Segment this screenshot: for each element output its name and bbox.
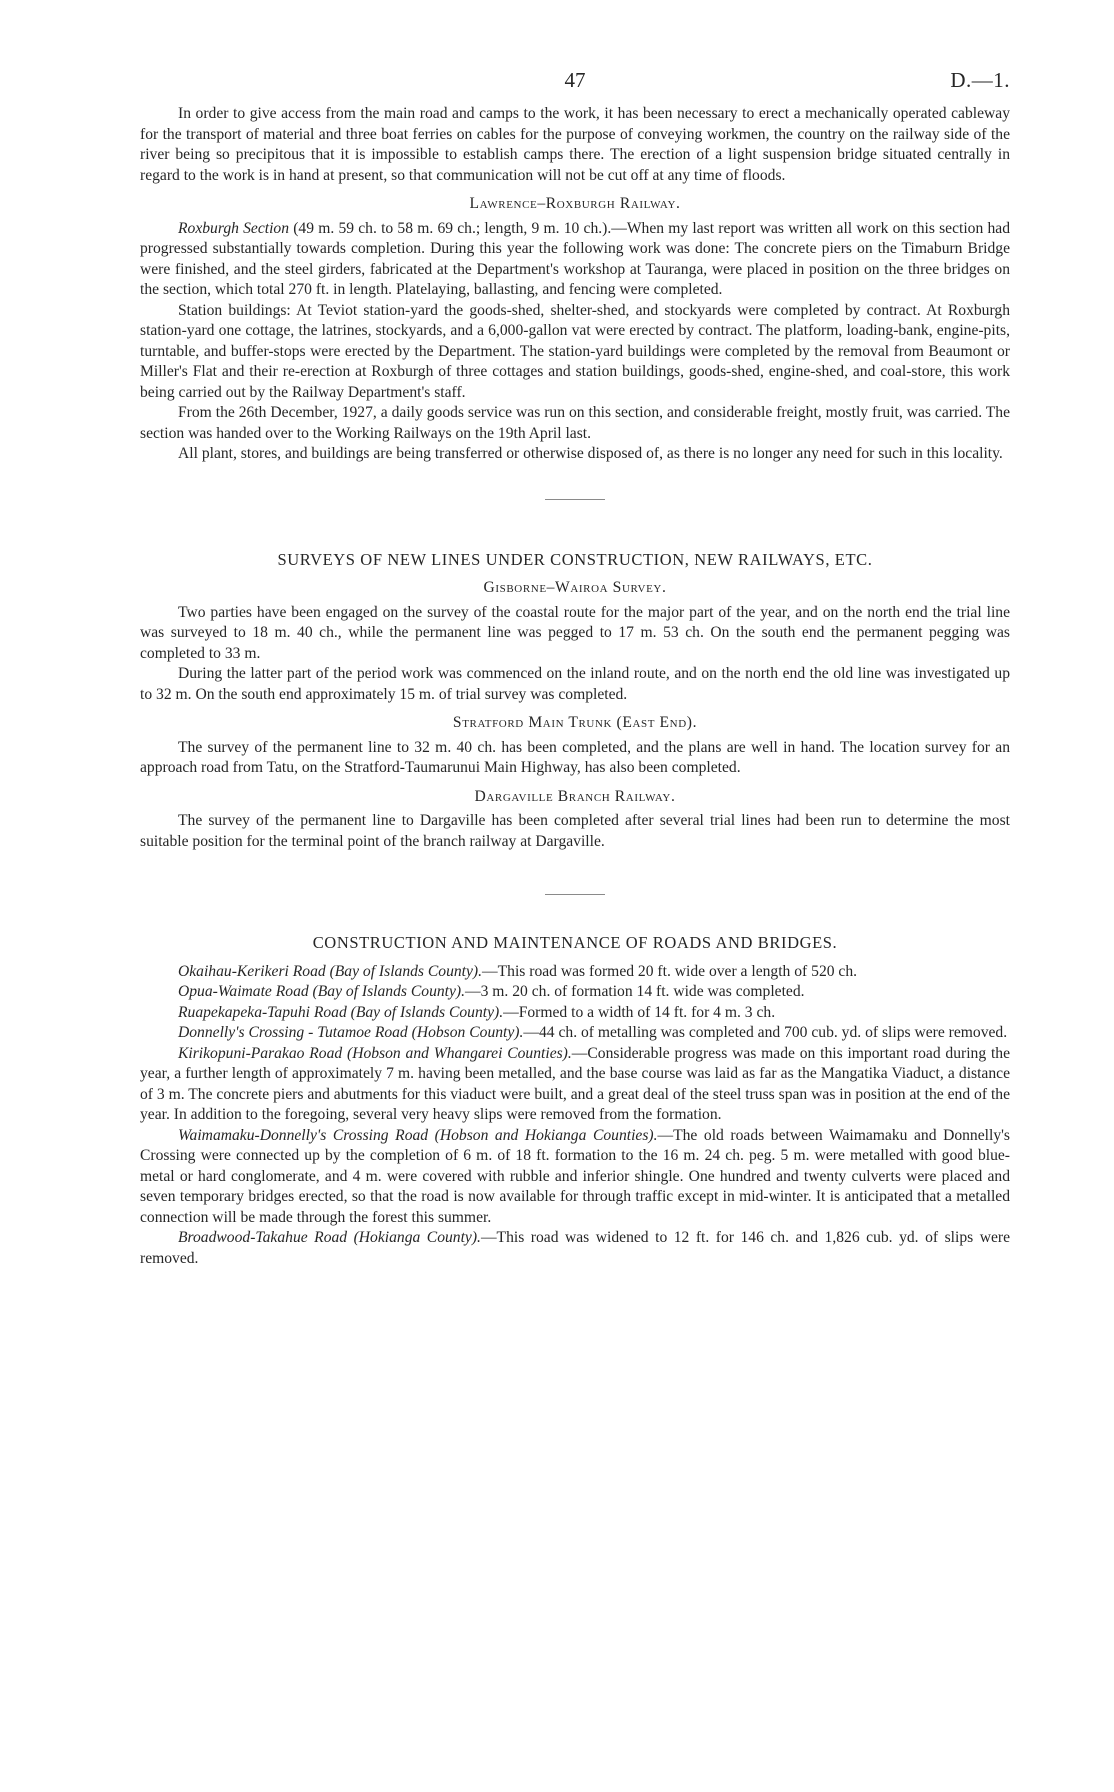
road-text: —Considerable progress was made on this important road during the year, a further length of approximately 7 m. having been metalled, and the base course was laid as far as the Mangatika Viaduct, a distance of 3 m. The concrete piers and abutments for this viaduct were built, and a great deal of the steel truss span was in position at the end of the year. In addition to the foregoing, several very heavy slips were removed from the formation.	[140, 1044, 1010, 1123]
gisborne-paragraph-2: During the latter part of the period work was commenced on the inland route, and on the north end the old line was investigated up to 32 m. On the south end approximately 15 m. of trial survey was completed.	[140, 665, 1010, 703]
road-entry	[140, 982, 1010, 1003]
road-text: —3 m. 20 ch. of formation 14 ft. wide was completed.	[465, 983, 805, 1000]
road-title: Broadwood-Takahue Road (Hokianga County).	[178, 1229, 481, 1246]
road-text: —This road was formed 20 ft. wide over a length of 520 ch.	[482, 962, 858, 980]
stratford-paragraph: The survey of the permanent line to 32 m. 40 ch. has been completed, and the plans are well in hand. The location survey for an approach road from Tatu, on the Stratford-Taumarunui Main Highway, has also been completed.	[140, 738, 1010, 776]
station-buildings-paragraph: Station buildings: At Teviot station-yard the goods-shed, shelter-shed, and stockyards were completed by contract. At Roxburgh station-yard one cottage, the latrines, stockyards, and a 6,000-gallon vat were erected by contract. The platform, loading-bank, engine-pits, turntable, and buffer-stops were erected by the Department. The station-yard buildings were completed by the removal from Beaumont or Miller's Flat and their re-erection at Roxburgh of three cottages and station buildings, goods-shed, engine-shed, and coal-store, this work being carried out by the Railway Department's staff.	[140, 301, 1010, 401]
road-text: —This road was widened to 12 ft. for 146 ch. and 1,826 cub. yd. of slips were removed.	[140, 1229, 1010, 1267]
road-title: Ruapekapeka-Tapuhi Road (Bay of Islands County).	[178, 1003, 504, 1021]
road-entry	[140, 962, 1010, 983]
document-page	[140, 68, 1010, 1269]
road-text: —44 ch. of metalling was completed and 700 cub. yd. of slips were removed.	[523, 1024, 1008, 1041]
document-reference: D.—1.	[950, 68, 1010, 92]
gisborne-wairoa-heading: Gisborne–Wairoa Survey.	[483, 579, 667, 596]
road-title: Kirikopuni-Parakao Road (Hobson and Whangarei Counties).	[178, 1044, 572, 1062]
surveys-section-title: SURVEYS OF NEW LINES UNDER CONSTRUCTION, NEW RAILWAYS, ETC.	[277, 549, 873, 569]
section-divider	[545, 894, 605, 895]
road-entry	[140, 1126, 1010, 1229]
lawrence-roxburgh-heading: Lawrence–Roxburgh Railway.	[469, 195, 681, 212]
page-number: 47	[564, 68, 586, 92]
road-text: —The old roads between Waimamaku and Donnelly's Crossing were connected up by the completion of 6 m. of 18 ft. formation to the 16 m. 24 ch. peg. 5 m. were metalled with good blue-metal or hard conglomerate, and 4 m. were covered with rubble and inferior shingle. One hundred and twenty culverts were placed and seven temporary bridges erected, so that the road is now available for through traffic except in mid-winter. It is anticipated that a metalled connection will be made through the forest this summer.	[140, 1126, 1010, 1226]
dargaville-heading: Dargaville Branch Railway.	[474, 787, 676, 805]
roxburgh-section-paragraph	[140, 219, 1010, 301]
road-text: —Formed to a width of 14 ft. for 4 m. 3 ch.	[503, 1003, 776, 1021]
road-title: Waimamaku-Donnelly's Crossing Road (Hobson and Hokianga Counties).	[178, 1126, 658, 1144]
page-header	[140, 68, 1010, 98]
dargaville-paragraph: The survey of the permanent line to Dargaville has been completed after several trial lines had been run to determine the most suitable position for the terminal point of the branch railway at Dargaville.	[140, 812, 1010, 850]
road-entry	[140, 1003, 1010, 1024]
road-entry	[140, 1228, 1010, 1269]
roxburgh-section-text: (49 m. 59 ch. to 58 m. 69 ch.; length, 9 m. 10 ch.).—When my last report was written all work on this section had progressed substantially towards completion. During this year the following work was done: The concrete piers on the Timaburn Bridge were finished, and the steel girders, fabricated at the Department's workshop at Tauranga, were placed in position on the three bridges on the section, which total 270 ft. in length. Platelaying, ballasting, and fencing were completed.	[140, 219, 1010, 298]
stratford-heading: Stratford Main Trunk (East End).	[452, 714, 698, 731]
plant-stores-paragraph: All plant, stores, and buildings are being transferred or otherwise disposed of, as there is no longer any need for such in this locality.	[178, 445, 1003, 462]
road-entry	[140, 1023, 1010, 1044]
roads-section-title: CONSTRUCTION AND MAINTENANCE OF ROADS AND BRIDGES.	[312, 933, 838, 952]
road-title: Opua-Waimate Road (Bay of Islands County).	[178, 983, 466, 1000]
road-title: Okaihau-Kerikeri Road (Bay of Islands County).	[178, 962, 483, 980]
intro-paragraph: In order to give access from the main road and camps to the work, it has been necessary to erect a mechanically operated cableway for the transport of material and three boat ferries on cables for the purpose of conveying workmen, the country on the railway side of the river being so precipitous that it is impossible to establish camps there. The erection of a light suspension bridge situated centrally in regard to the work is in hand at present, so that communication will not be cut off at any time of floods.	[140, 105, 1010, 184]
roxburgh-section-title: Roxburgh Section	[178, 219, 290, 237]
road-entry	[140, 1044, 1010, 1126]
gisborne-paragraph-1: Two parties have been engaged on the survey of the coastal route for the major part of the year, and on the north end the trial line was surveyed to 18 m. 40 ch., while the permanent line was pegged to 17 m. 53 ch. On the south end the permanent pegging was completed to 33 m.	[140, 603, 1010, 662]
section-divider	[545, 499, 605, 500]
road-title: Donnelly's Crossing - Tutamoe Road (Hobson County).	[178, 1024, 524, 1041]
goods-service-paragraph: From the 26th December, 1927, a daily goods service was run on this section, and considerable freight, mostly fruit, was carried. The section was handed over to the Working Railways on the 19th April last.	[140, 404, 1010, 442]
